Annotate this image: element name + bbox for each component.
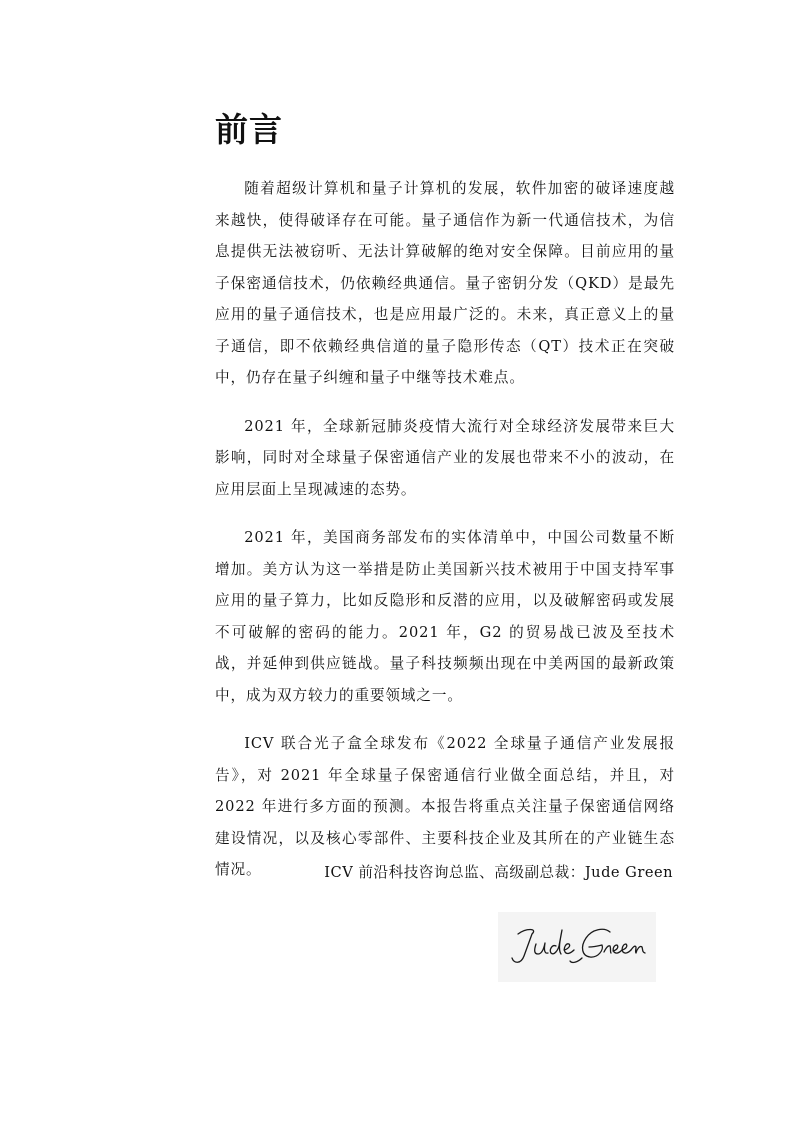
body-text (215, 173, 675, 903)
paragraph-2: 2021 年，全球新冠肺炎疫情大流行对全球经济发展带来巨大影响，同时对全球量子保密通信产业的发展也带来不小的波动，在应用层面上呈现减速的态势。 (215, 417, 675, 498)
handwritten-signature (498, 912, 656, 982)
signer-line: ICV 前沿科技咨询总监、高级副总裁：Jude Green (324, 864, 673, 881)
paragraph-1: 随着超级计算机和量子计算机的发展，软件加密的破译速度越来越快，使得破译存在可能。量子通信作为新一代通信技术，为信息提供无法被窃听、无法计算破解的绝对安全保障。目前应用的量子保密通信技术，仍依赖经典通信。量子密钥分发（QKD）是最先应用的量子通信技术，也是应用最广泛的。未来，真正意义上的量子通信，即不依赖经典信道的量子隐形传态（QT）技术正在突破中，仍存在量子纠缠和量子中继等技术难点。 (215, 180, 675, 386)
paragraph-3: 2021 年，美国商务部发布的实体清单中，中国公司数量不断增加。美方认为这一举措是防止美国新兴技术被用于中国支持军事应用的量子算力，比如反隐形和反潜的应用，以及破解密码或发展不可破解的密码的能力。2021 年，G2 的贸易战已波及至技术战，并延伸到供应链战。量子科技频频出现在中美两国的最新政策中，成为双方较力的重要领域之一。 (215, 529, 675, 704)
signature-icon (498, 912, 656, 982)
paragraph-4: ICV 联合光子盒全球发布《2022 全球量子通信产业发展报告》，对 2021 年全球量子保密通信行业做全面总结，并且，对 2022 年进行多方面的预测。本报告将重点关注量子保密通信网络建设情况，以及核心零部件、主要科技企业及其所在的产业链生态情况。 (215, 735, 675, 878)
page-title: 前言 (215, 110, 283, 149)
